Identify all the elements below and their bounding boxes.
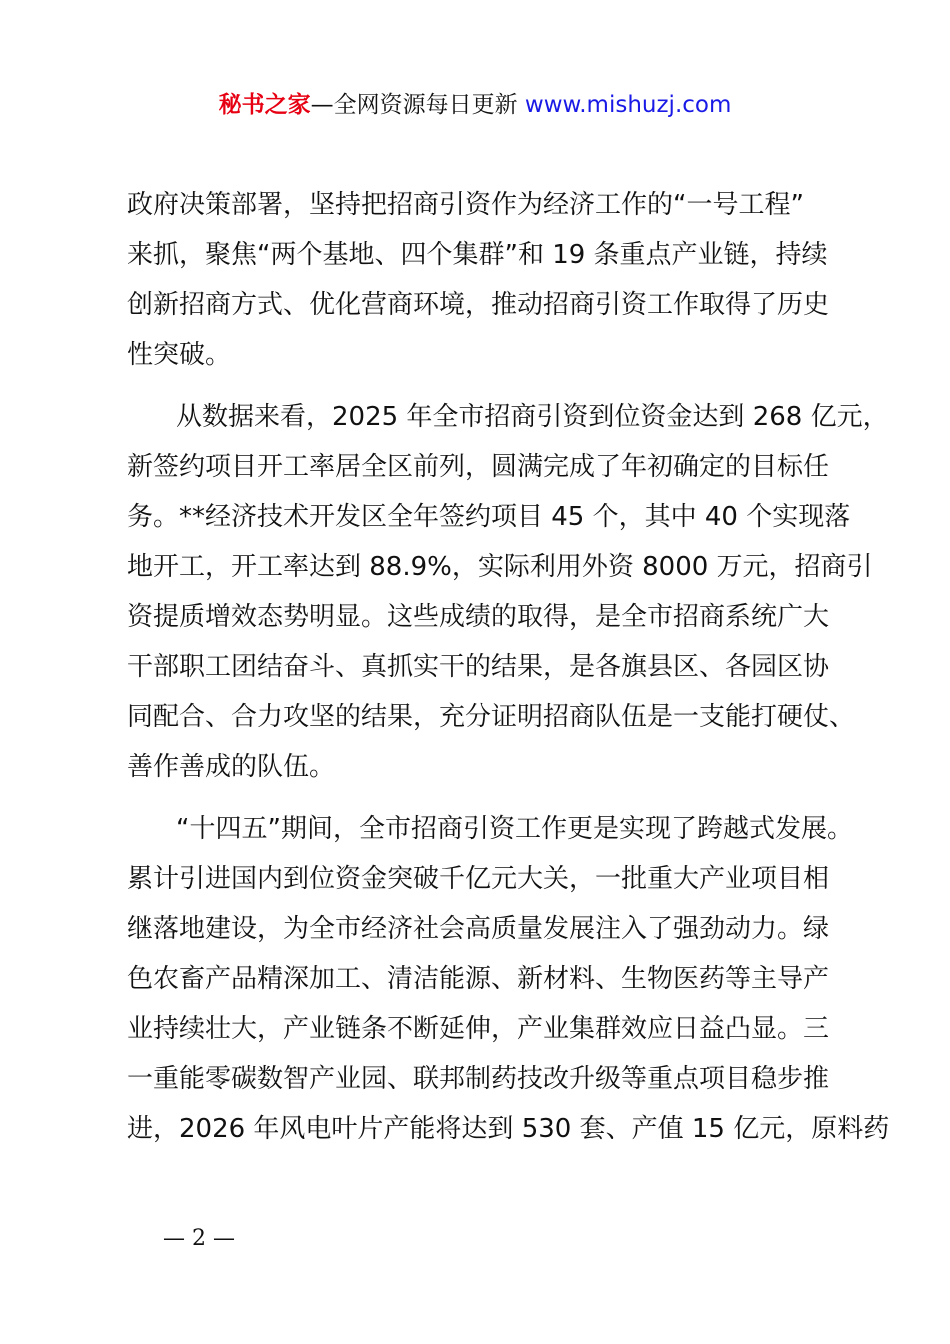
brand-name: 秘书之家: [218, 92, 311, 118]
paragraph-3: [127, 804, 890, 1154]
paragraph-1: [127, 180, 847, 380]
text-line: 性突破。: [127, 340, 232, 370]
text-line: 务。**经济技术开发区全年签约项目 45 个，其中 40 个实现落: [127, 502, 851, 532]
text-line: 色农畜产品精深加工、清洁能源、新材料、生物医药等主导产: [127, 964, 830, 994]
site-url[interactable]: www.mishuzj.com: [524, 92, 732, 118]
text-line: 业持续壮大，产业链条不断延伸，产业集群效应日益凸显。三: [127, 1014, 830, 1044]
text-line: 政府决策部署，坚持把招商引资作为经济工作的“一号工程”: [127, 190, 804, 220]
text-line: 创新招商方式、优化营商环境，推动招商引资工作取得了历史: [127, 290, 830, 320]
text-line: 进，2026 年风电叶片产能将达到 530 套、产值 15 亿元，原料药: [127, 1114, 890, 1144]
text-line: 同配合、合力攻坚的结果，充分证明招商队伍是一支能打硬仗、: [127, 702, 856, 732]
text-line: 资提质增效态势明显。这些成绩的取得，是全市招商系统广大: [127, 602, 830, 632]
text-line: 一重能零碳数智产业园、联邦制药技改升级等重点项目稳步推: [127, 1064, 830, 1094]
text-line: 新签约项目开工率居全区前列，圆满完成了年初确定的目标任: [127, 452, 830, 482]
text-line: “十四五”期间，全市招商引资工作更是实现了跨越式发展。: [176, 814, 853, 844]
header-tagline: —全网资源每日更新: [310, 92, 518, 118]
text-line: 继落地建设，为全市经济社会高质量发展注入了强劲动力。绿: [127, 914, 830, 944]
text-line: 从数据来看，2025 年全市招商引资到位资金达到 268 亿元，: [176, 402, 889, 432]
paragraph-2: [127, 392, 889, 792]
text-line: 累计引进国内到位资金突破千亿元大关，一批重大产业项目相: [127, 864, 830, 894]
text-line: 善作善成的队伍。: [127, 752, 336, 782]
document-body: [127, 180, 890, 1166]
page-header: [0, 88, 950, 122]
text-line: 来抓，聚焦“两个基地、四个集群”和 19 条重点产业链，持续: [127, 240, 828, 270]
text-line: 地开工，开工率达到 88.9%，实际利用外资 8000 万元，招商引: [127, 552, 873, 582]
page-number: — 2 —: [163, 1226, 235, 1251]
text-line: 干部职工团结奋斗、真抓实干的结果，是各旗县区、各园区协: [127, 652, 830, 682]
